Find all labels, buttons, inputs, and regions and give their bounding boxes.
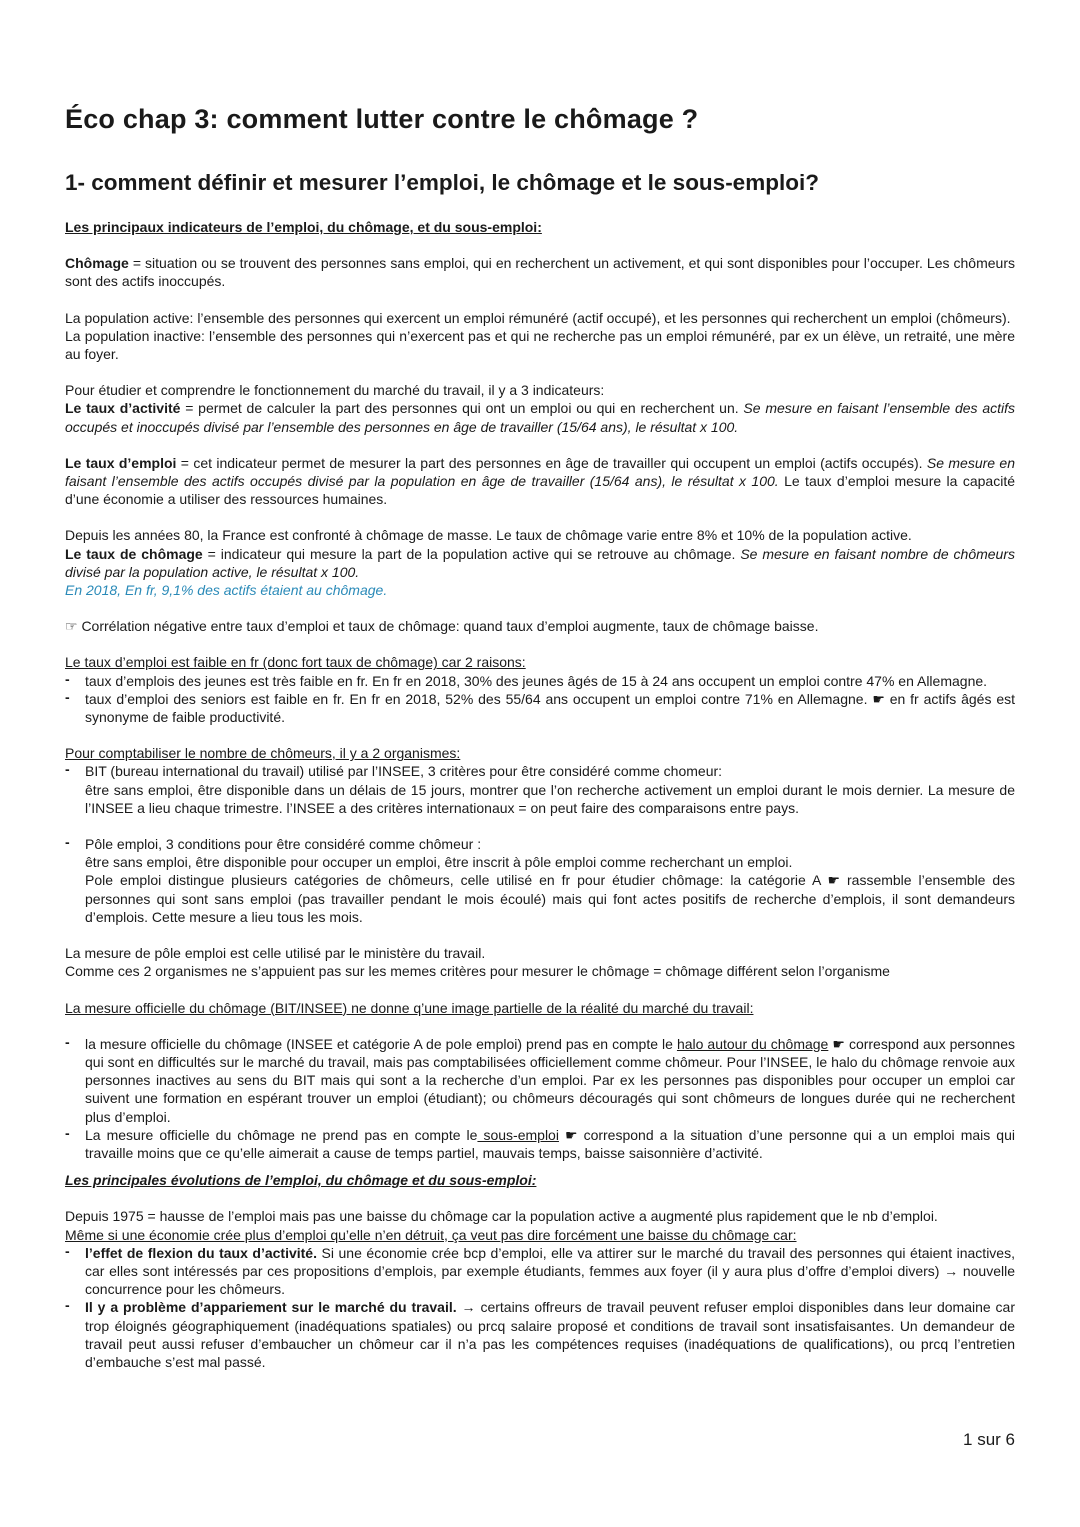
taux-chomage-definition: Le taux de chômage = indicateur qui mesure la part de la population active qui se retrouve au chômage. Se mesure en faisant nombre de chômeurs divisé par la population active, le résultat x 100.	[65, 545, 1015, 580]
meme-si-text: Même si une économie crée plus d’emploi qu’elle n’en détruit, ça veut pas dire forcément une baisse du chômage car:	[65, 1226, 797, 1243]
list-item: - taux d’emplois des jeunes est très faible en fr. En fr en 2018, 30% des jeunes âgés de 15 à 24 ans occupent un emploi contre 47% en Allemagne.	[65, 672, 1015, 690]
organismes-list	[65, 762, 1015, 817]
list-item-halo: - la mesure officielle du chômage (INSEE et catégorie A de pole emploi) prend pas en compte le halo autour du chômage ☛ correspond aux personnes qui sont en difficultés sur le marché du travail, mais pas comptabilisées officiellement comme chômeur. Pour l’INSEE, le halo du chômage renvoie aux personnes inactives au sens du BIT mais qui sont a la recherche d’un emploi. Par ex les personnes pas disponibles pour occuper un emploi car suivent une formation en espérant trouver un emploi (étudiant); ou chômeurs découragés qui sont chômeurs de longues durée qui ne recherchent plus d’emploi.	[65, 1035, 1015, 1126]
indicators-heading: Les principaux indicateurs de l’emploi, du chômage, et du sous-emploi:	[65, 219, 542, 235]
population-active: La population active: l’ensemble des personnes qui exercent un emploi rémunéré (actif occupé), et les personnes qui recherchent un emploi (chômeurs).	[65, 309, 1011, 326]
three-indicators-intro: Pour étudier et comprendre le fonctionnement du marché du travail, il y a 3 indicateurs:	[65, 382, 605, 399]
population-inactive: La population inactive: l’ensemble des personnes qui n’exercent pas et qui ne recherche pas un emploi rémunéré, par ex un élève, un retraité, une mère au foyer.	[65, 327, 1015, 363]
list-item-bit: - BIT (bureau international du travail) utilisé par l’INSEE, 3 critères pour être considéré comme chomeur: être sans emploi, être disponible dans un délais de 15 jours, montrer que l’on recherche activement un emploi durant le mois dernier. La mesure de l’INSEE a lieu chaque trimestre. l’INSEE a des critères internationaux = on peut faire des comparaisons entre pays.	[65, 762, 1015, 817]
evolutions-heading: Les principales évolutions de l’emploi, du chômage et du sous-emploi:	[65, 1172, 537, 1189]
list-item-sous-emploi: - La mesure officielle du chômage ne prend pas en compte le sous-emploi ☛ correspond a la situation d’une personne qui a un emploi mais qui travaille moins que ce qu’elle aimerait a cause de temps partiel, mauvais temps, baisse saisonnière d’activité.	[65, 1126, 1015, 1162]
page-title: Éco chap 3: comment lutter contre le chômage ?	[65, 104, 699, 134]
stat-2018: En 2018, En fr, 9,1% des actifs étaient au chômage.	[65, 582, 388, 599]
taux-activite-definition: Le taux d’activité = permet de calculer la part des personnes qui ont un emploi ou qui en recherchent un. Se mesure en faisant l’ensemble des actifs occupés et inoccupés divisé par l’ensemble des personnes en âge de travailler (15/64 ans), le résultat x 100.	[65, 400, 1015, 435]
taux-emploi-definition: Le taux d’emploi = cet indicateur permet de mesurer la part des personnes en âge de travailler qui occupent un emploi (actifs occupés). Se mesure en faisant l’ensemble des actifs occupés divisé par la population en âge de travailler (15/64 ans), le résultat x 100. Le taux d’emploi mesure la capacité d’une économie a utiliser des ressources humaines.	[65, 454, 1015, 508]
list-item-pole-emploi: - Pôle emploi, 3 conditions pour être considéré comme chômeur : être sans emploi, être disponible pour occuper un emploi, être inscrit à pôle emploi comme recherchant un emploi. Pole emploi distingue plusieurs catégories de chômeurs, celle utilisé en fr pour étudier chômage: la catégorie A ☛ rassemble l’ensemble des personnes qui sont sans emploi (pas travailler pendant le mois écoulé) mais qui font actes positifs de recherche d’emplois, il sont demandeurs d’emplois. Cette mesure a lieu tous les mois.	[65, 835, 1015, 926]
organismes-heading: Pour comptabiliser le nombre de chômeurs, il y a 2 organismes:	[65, 745, 461, 762]
correlation-note: ☞ Corrélation négative entre taux d’emploi et taux de chômage: quand taux d’emploi augmente, taux de chômage baisse.	[65, 618, 819, 635]
faible-heading: Le taux d’emploi est faible en fr (donc fort taux de chômage) car 2 raisons:	[65, 654, 526, 671]
list-item-flexion: - l’effet de flexion du taux d’activité. Si une économie crée bcp d’emploi, elle va attirer sur le marché du travail des personnes qui étaient inactives, car elles sont intéressés par ces propositions d’emplois, par exemple étudiants, femmes aux foyer (il y aura plus d’offre d’emploi divers) → nouvelle concurrence pour les chômeurs.	[65, 1244, 1015, 1299]
document-body	[65, 218, 1015, 1371]
ministere-text: La mesure de pôle emploi est celle utilisé par le ministère du travail.	[65, 945, 486, 962]
section-heading-1: 1- comment définir et mesurer l’emploi, le chômage et le sous-emploi?	[65, 170, 819, 195]
partielle-list	[65, 1035, 1015, 1162]
organismes-difference: Comme ces 2 organismes ne s’appuient pas sur les memes critères pour mesurer le chômage = chômage différent selon l’organisme	[65, 963, 890, 980]
page-number: 1 sur 6	[963, 1430, 1015, 1449]
list-item: - taux d’emploi des seniors est faible en fr. En fr en 2018, 52% des 55/64 ans occupent un emploi contre 71% en Allemagne. ☛ en fr actifs âgés est synonyme de faible productivité.	[65, 690, 1015, 726]
list-item-appariement: - Il y a problème d’appariement sur le marché du travail. → certains offreurs de travail peuvent refuser emploi disponibles dans leur domaine car trop éloignés géographiquement (inadéquations spatiales) ou prcq salaire proposé et conditions de travail sont insatisfaisantes. Un demandeur de travail peut aussi refuser d’embaucher un chômeur car il n’a pas les compétences requises (inadéquations de qualifications), ou prcq l’entretien d’embauche s’est mal passé.	[65, 1298, 1015, 1371]
depuis-80-text: Depuis les années 80, la France est confronté à chômage de masse. Le taux de chômage varie entre 8% et 10% de la population active.	[65, 527, 912, 544]
partielle-heading: La mesure officielle du chômage (BIT/INSEE) ne donne q’une image partielle de la réalité du marché du travail:	[65, 999, 754, 1016]
evolutions-list	[65, 1244, 1015, 1371]
depuis-1975-text: Depuis 1975 = hausse de l’emploi mais pas une baisse du chômage car la population active a augmenté plus rapidement que le nb d’emploi.	[65, 1208, 938, 1225]
faible-list	[65, 672, 1015, 727]
chomage-definition: Chômage = situation ou se trouvent des personnes sans emploi, qui en recherchent un activement, et qui sont disponibles pour l’occuper. Les chômeurs sont des actifs inoccupés.	[65, 255, 1015, 290]
